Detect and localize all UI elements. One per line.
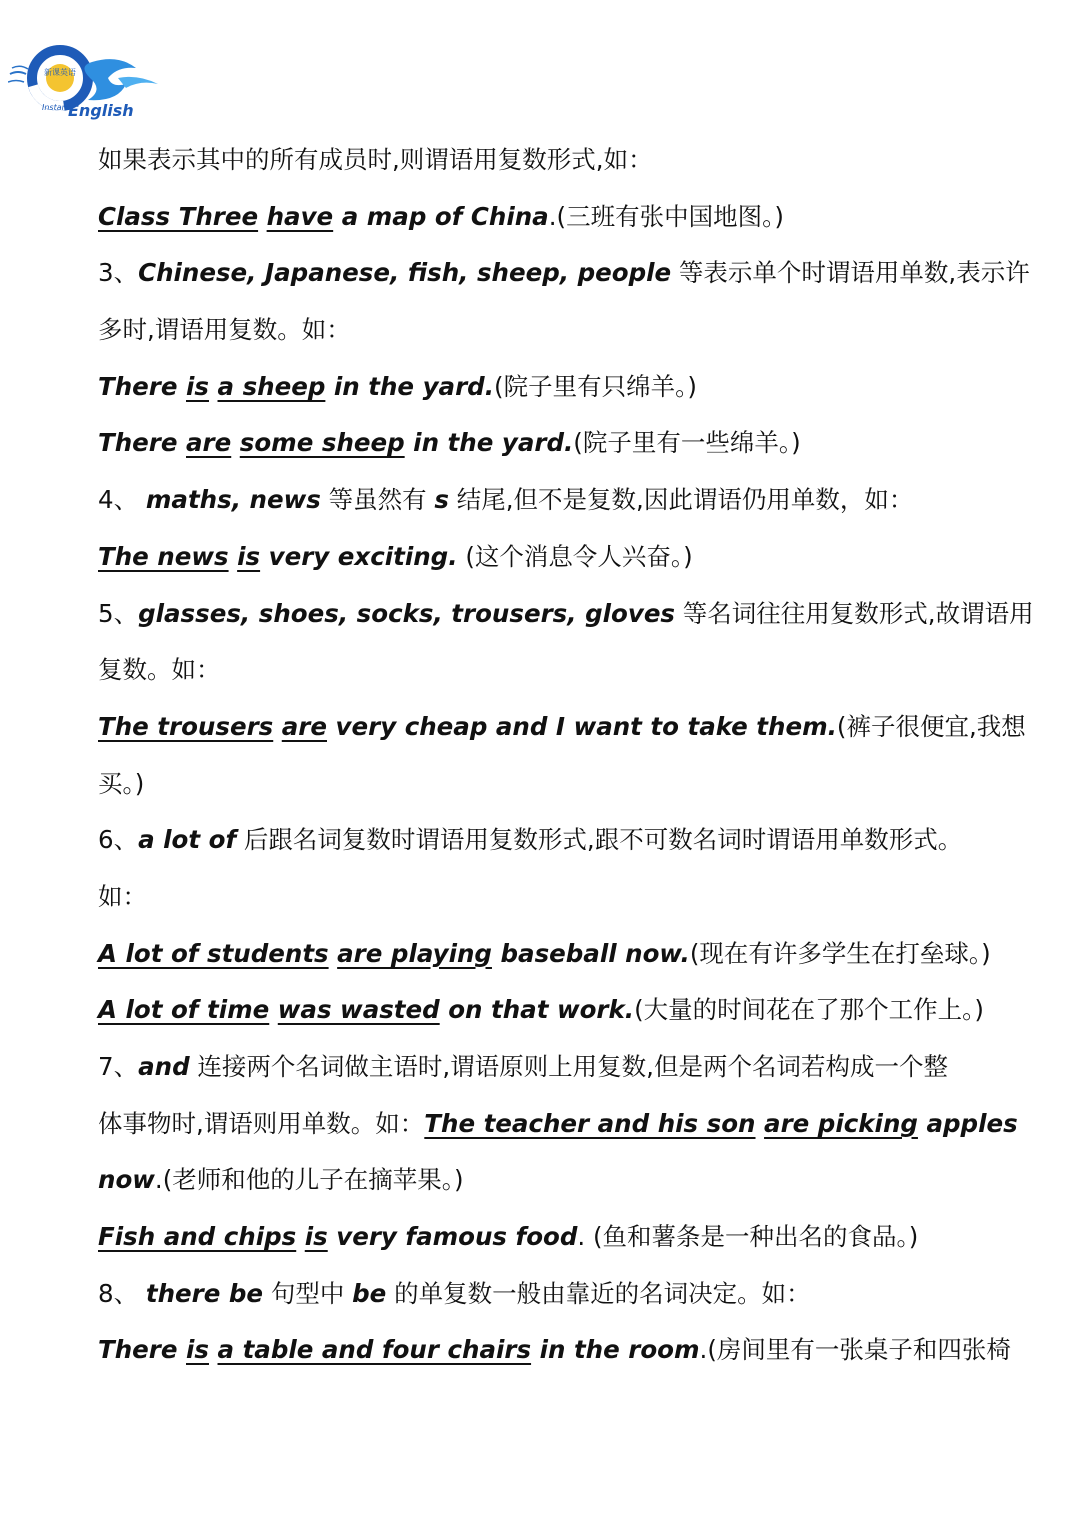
item-number: 7、 bbox=[98, 1052, 139, 1081]
item-number: 8、 bbox=[98, 1278, 146, 1308]
cs-english-logo bbox=[8, 44, 160, 124]
english-text bbox=[209, 372, 218, 401]
text-line bbox=[98, 359, 998, 416]
english-text: be bbox=[352, 1278, 387, 1308]
english-text: there be bbox=[145, 1278, 264, 1308]
chinese-text: (现在有许多学生在打垒球。) bbox=[689, 938, 991, 968]
text-line bbox=[98, 1322, 1011, 1379]
chinese-text: (院子里有一些绵羊。) bbox=[573, 428, 801, 458]
text-line bbox=[98, 189, 998, 246]
english-text bbox=[296, 1222, 305, 1251]
underlined-english-text: Fish and chips bbox=[98, 1222, 297, 1252]
chinese-text: 复数。如： bbox=[98, 655, 221, 685]
underlined-english-text: The news bbox=[98, 541, 229, 571]
underlined-english-text: was wasted bbox=[277, 995, 440, 1025]
english-text: very exciting. bbox=[260, 541, 458, 571]
english-text: There bbox=[98, 428, 186, 458]
logo-badge-text: 新课英语 bbox=[44, 68, 76, 77]
english-text: on that work. bbox=[439, 995, 635, 1025]
chinese-text: 等表示单个时谓语用单数,表示许 bbox=[671, 258, 1030, 288]
text-line bbox=[98, 245, 1030, 302]
chinese-text: 连接两个名词做主语时,谓语原则上用复数,但是两个名词若构成一个整 bbox=[189, 1052, 948, 1081]
text-line bbox=[98, 926, 998, 983]
english-text: in the yard. bbox=[325, 371, 495, 401]
english-text: glasses, shoes, socks, trousers, gloves bbox=[138, 598, 676, 628]
english-text: There bbox=[98, 1335, 186, 1365]
english-text: baseball now. bbox=[491, 938, 690, 968]
text-line bbox=[98, 1266, 998, 1323]
chinese-text: 的单复数一般由靠近的名词决定。如： bbox=[386, 1278, 811, 1308]
underlined-english-text: have bbox=[266, 201, 334, 231]
chinese-text: .(三班有张中国地图。) bbox=[548, 201, 784, 231]
underlined-english-text: is bbox=[304, 1222, 328, 1252]
english-text: in the yard. bbox=[404, 428, 574, 458]
underlined-english-text: some sheep bbox=[239, 428, 405, 458]
english-text: now bbox=[98, 1165, 155, 1195]
underlined-english-text: The trousers bbox=[98, 711, 274, 741]
underlined-english-text: a sheep bbox=[217, 371, 326, 401]
text-line bbox=[98, 415, 998, 472]
chinese-text: .(老师和他的儿子在摘苹果。) bbox=[154, 1165, 464, 1195]
logo-english: English bbox=[68, 101, 134, 120]
item-number: 4、 bbox=[98, 485, 146, 515]
english-text bbox=[258, 202, 267, 231]
english-text bbox=[231, 428, 240, 457]
chinese-text: 体事物时,谓语则用单数。如： bbox=[98, 1108, 425, 1138]
text-line bbox=[98, 642, 998, 699]
item-number: 5、 bbox=[98, 598, 139, 628]
item-number: 6、 bbox=[98, 825, 139, 855]
text-line bbox=[98, 812, 998, 869]
item-number: 3、 bbox=[98, 258, 139, 288]
english-text: very famous food bbox=[327, 1222, 578, 1252]
chinese-text: 多时,谓语用复数。如： bbox=[98, 315, 351, 345]
chinese-text: (这个消息令人兴奋。) bbox=[457, 541, 693, 571]
chinese-text: 如： bbox=[98, 881, 147, 911]
underlined-english-text: are bbox=[281, 711, 327, 741]
english-text: very cheap and I want to take them. bbox=[327, 711, 837, 741]
chinese-text: 等名词往往用复数形式,故谓语用 bbox=[675, 598, 1034, 628]
english-text bbox=[229, 542, 238, 571]
english-text: maths, news bbox=[145, 485, 321, 515]
text-line bbox=[98, 869, 998, 926]
english-text: and bbox=[138, 1052, 190, 1081]
text-line bbox=[98, 472, 998, 529]
english-text bbox=[269, 995, 278, 1024]
english-text: apples bbox=[917, 1108, 1018, 1138]
underlined-english-text: The teacher and his son bbox=[424, 1108, 756, 1138]
text-line bbox=[98, 756, 998, 813]
english-text: s bbox=[434, 485, 449, 515]
text-line bbox=[98, 982, 998, 1039]
english-text: a map of China bbox=[333, 201, 549, 231]
chinese-text: (大量的时间花在了那个工作上。) bbox=[634, 995, 984, 1025]
chinese-text: .(房间里有一张桌子和四张椅 bbox=[699, 1335, 1011, 1365]
chinese-text: 买。) bbox=[98, 768, 145, 798]
text-line bbox=[98, 132, 998, 189]
english-text bbox=[273, 712, 282, 741]
chinese-text: (院子里有只绵羊。) bbox=[494, 371, 697, 401]
chinese-text: 结尾,但不是复数,因此谓语仍用单数，如： bbox=[448, 485, 914, 515]
chinese-text: 后跟名词复数时谓语用复数形式,跟不可数名词时谓语用单数形式。 bbox=[236, 825, 963, 855]
underlined-english-text: Class Three bbox=[98, 201, 259, 231]
english-text: Chinese, Japanese, fish, sheep, people bbox=[138, 258, 672, 288]
underlined-english-text: are picking bbox=[764, 1108, 918, 1138]
document-body bbox=[98, 132, 1034, 1379]
chinese-text: 等虽然有 bbox=[320, 485, 435, 515]
logo-instant: Instant bbox=[42, 103, 70, 112]
underlined-english-text: are playing bbox=[337, 938, 492, 968]
text-line bbox=[98, 1152, 998, 1209]
text-line bbox=[98, 699, 1026, 756]
english-text: in the room bbox=[531, 1335, 700, 1365]
english-text: There bbox=[98, 371, 186, 401]
english-text: a lot of bbox=[138, 825, 237, 855]
chinese-text: 句型中 bbox=[263, 1278, 353, 1308]
underlined-english-text: is bbox=[186, 1335, 209, 1365]
text-line bbox=[98, 302, 998, 359]
underlined-english-text: A lot of time bbox=[98, 995, 270, 1025]
text-line bbox=[98, 1039, 998, 1096]
text-line bbox=[98, 586, 1034, 643]
text-line bbox=[98, 1209, 998, 1266]
chinese-text: 如果表示其中的所有成员时,则谓语用复数形式,如： bbox=[98, 145, 653, 174]
chinese-text: (裤子很便宜,我想 bbox=[836, 711, 1026, 741]
chinese-text: . (鱼和薯条是一种出名的食品。) bbox=[577, 1222, 919, 1252]
underlined-english-text: are bbox=[186, 428, 232, 458]
english-text bbox=[329, 939, 338, 968]
underlined-english-text: A lot of students bbox=[98, 938, 329, 968]
underlined-english-text: is bbox=[186, 371, 209, 401]
underlined-english-text: is bbox=[237, 541, 261, 571]
english-text bbox=[209, 1335, 218, 1364]
underlined-english-text: a table and four chairs bbox=[217, 1335, 532, 1365]
text-line bbox=[98, 1096, 1018, 1153]
text-line bbox=[98, 529, 998, 586]
english-text bbox=[756, 1109, 765, 1138]
